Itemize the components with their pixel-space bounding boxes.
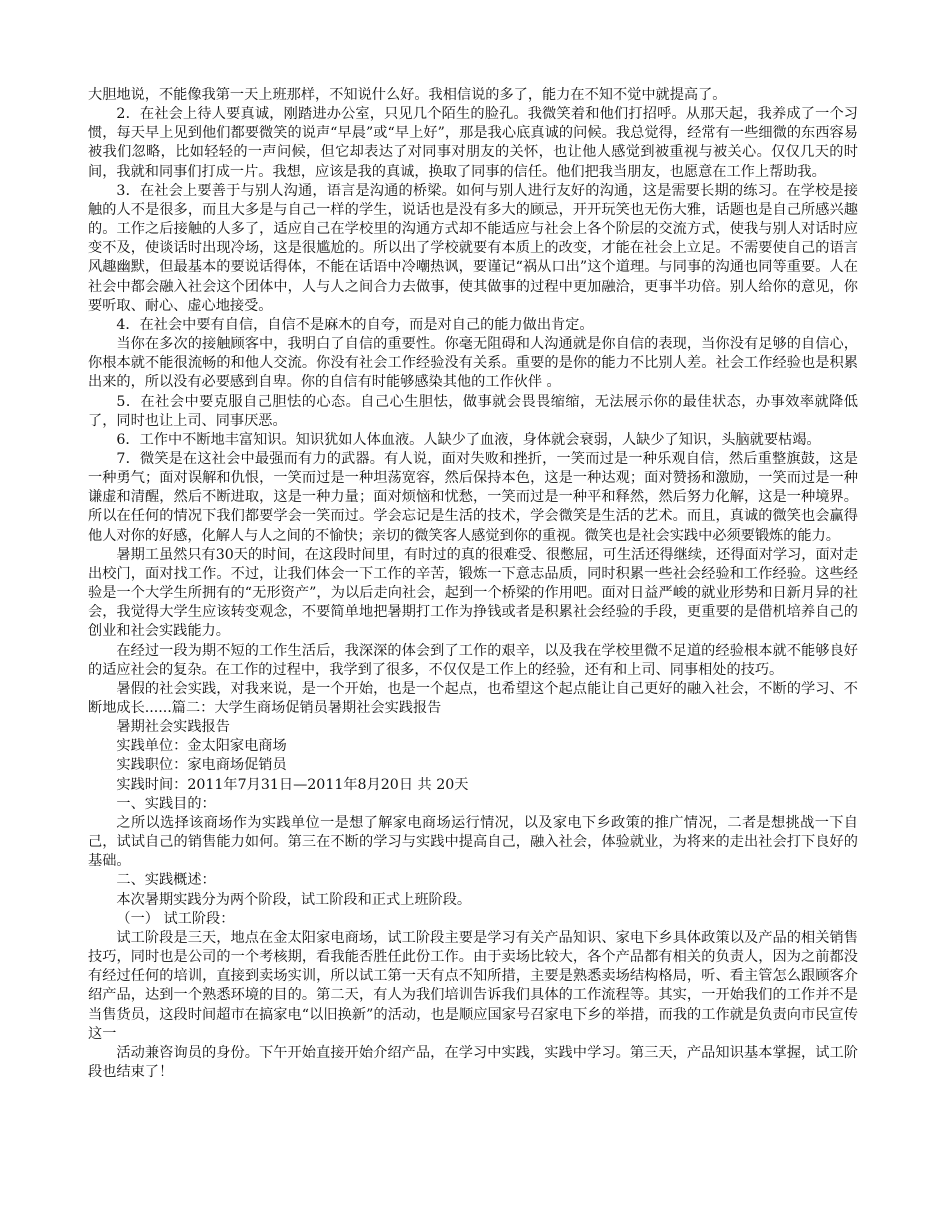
paragraph-summer-work: 暑期工虽然只有30天的时间，在这段时间里，有时过的真的很难受、很憋屈，可生活还得继续，还得面对学习，面对走出校门，面对找工作。不过，让我们体会一下工作的辛苦，锻炼一下意志品质，同时积累一些社会经验和工作经验。这些经验是一个大学生所拥有的“无形资产”，为以后走向社会，起到一个桥梁的作用吧。面对日益严峻的就业形势和日新月异的社会，我觉得大学生应该转变观念，不要简单地把暑期打工作为挣钱或者是积累社会经验的手段，更重要的是借机培养自己的创业和社会实践能力。 [88,546,859,640]
paragraph-point-2: 2．在社会上待人要真诚，刚踏进办公室，只见几个陌生的脸孔。我微笑着和他们打招呼。从那天起，我养成了一个习惯，每天早上见到他们都要微笑的说声“早晨”或“早上好”，那是我心底真诚的问候。我总觉得，经常有一些细微的东西容易被我们忽略，比如轻轻的一声问候，但它却表达了对同事对朋友的关怀，也让他人感觉到被重视与被关心。仅仅几天的时间，我就和同事们打成一片。我想，应该是我的真诚，换取了同事的信任。他们把我当朋友，也愿意在工作上帮助我。 [88,106,858,180]
paragraph-point-7: 7．微笑是在这社会中最强而有力的武器。有人说，面对失败和挫折，一笑而过是一种乐观自信，然后重整旗鼓，这是一种勇气；面对误解和仇恨，一笑而过是一种坦荡宽容，然后保持本色，这是一种达观；面对赞扬和激励，一笑而过是一种谦虚和清醒，然后不断进取，这是一种力量；面对烦恼和忧愁，一笑而过是一种平和释然，然后努力化解，这是一种境界。所以在任何的情况下我们都要学会一笑而过。学会忘记是生活的技术，学会微笑是生活的艺术。而且，真诚的微笑也会赢得他人对你的好感，化解人与人之间的不愉快；亲切的微笑客人感觉到你的重视。微笑也是社会实践中必须要锻炼的能力。 [88,450,858,544]
paragraph-point-4: 4．在社会中要有自信，自信不是麻木的自夸，而是对自己的能力做出肯定。 [116,316,594,333]
subsection-heading-trial: （一） 试工阶段： [116,910,235,927]
practice-unit: 实践单位：金太阳家电商场 [116,738,287,755]
paragraph-conclusion: 暑假的社会实践，对我来说，是一个开始，也是一个起点，也希望这个起点能让自己更好的融入社会，不断的学习、不断地成长......篇二：大学生商场促销员暑期社会实践报告 [88,680,858,716]
paragraph-experience: 在经过一段为期不短的工作生活后，我深深的体会到了工作的艰辛，以及我在学校里微不足道的经验根本就不能够良好的适应社会的复杂。在工作的过程中，我学到了很多，不仅仅是工作上的经验，还有和上司、同事相处的技巧。 [88,642,858,678]
paragraph-purpose: 之所以选择该商场作为实践单位一是想了解家电商场运行情况，以及家电下乡政策的推广情况，二者是想挑战一下自己，试试自己的销售能力如何。第三在不断的学习与实践中提高自己，融入社会，体验就业，为将来的走出社会打下良好的基础。 [88,814,858,870]
document-body [88,86,858,1082]
report-title: 暑期社会实践报告 [116,719,230,736]
paragraph-confidence: 当你在多次的接触顾客中，我明白了自信的重要性。你毫无阻碍和人沟通就是你自信的表现，当你没有足够的自信心，你根本就不能很流畅的和他人交流。你没有社会工作经验没有关系。重要的是你的能力不比别人差。社会工作经验也是积累出来的，所以没有必要感到自卑。你的自信有时能够感染其他的工作伙伴 。 [88,336,858,391]
section-heading-purpose: 一、实践目的： [116,795,216,812]
section-heading-overview: 二、实践概述： [116,872,216,889]
paragraph-point-3: 3．在社会上要善于与别人沟通，语言是沟通的桥梁。如何与别人进行友好的沟通，这是需要长期的练习。在学校是接触的人不是很多，而且大多是与自己一样的学生，说话也是没有多大的顾忌，开开玩笑也无伤大雅，话题也是自己所感兴趣的。工作之后接触的人多了，适应自己在学校里的沟通方式却不能适应与社会上各个阶层的交流方式，使我与别人对话时应变不及，使谈话时出现冷场，这是很尴尬的。所以出了学校就要有本质上的改变，才能在社会上立足。不需要使自己的语言风趣幽默，但最基本的要说话得体，不能在话语中冷嘲热讽，要谨记“祸从口出”这个道理。与同事的沟通也同等重要。人在社会中都会融入社会这个团体中，人与人之间合力去做事，使其做事的过程中更加融洽，更事半功倍。别人给你的意见，你要听取、耐心、虚心地接受。 [88,182,858,314]
paragraph-point-5: 5．在社会中要克服自己胆怯的心态。自己心生胆怯，做事就会畏畏缩缩，无法展示你的最佳状态，办事效率就降低了，同时也让上司、同事厌恶。 [88,393,858,429]
paragraph-continuation: 大胆地说，不能像我第一天上班那样，不知说什么好。我相信说的多了，能力在不知不觉中就提高了。 [88,87,727,103]
paragraph-trial-end: 活动兼咨询员的身份。下午开始直接开始介绍产品，在学习中实践，实践中学习。第三天，产品知识基本掌握，试工阶段也结束了！ [88,1044,858,1080]
paragraph-trial: 试工阶段是三天，地点在金太阳家电商场，试工阶段主要是学习有关产品知识、家电下乡具体政策以及产品的相关销售技巧，同时也是公司的一个考核期，看我能否胜任此份工作。由于卖场比较大，各个产品都有相关的负责人，因为之前都没有经过任何的培训，直接到卖场实训，所以试工第一天有点不知所措，主要是熟悉卖场结构格局，听、看主管怎么跟顾客介绍产品，达到一个熟悉环境的目的。第二天，有人为我们培训告诉我们具体的工作流程等。其实，一开始我们的工作并不是当售货员，这段时间超市在搞家电“以旧换新”的活动，也是顺应国家号召家电下乡的举措，而我的工作就是负责向市民宣传这一 [88,929,858,1042]
paragraph-overview: 本次暑期实践分为两个阶段，试工阶段和正式上班阶段。 [116,891,472,908]
practice-position: 实践职位：家电商场促销员 [116,757,287,774]
practice-time: 实践时间：2011年7月31日—2011年8月20日 共 20天 [116,776,469,793]
paragraph-point-6: 6．工作中不断地丰富知识。知识犹如人体血液。人缺少了血液，身体就会衰弱，人缺少了知识，头脑就要枯竭。 [116,431,821,448]
